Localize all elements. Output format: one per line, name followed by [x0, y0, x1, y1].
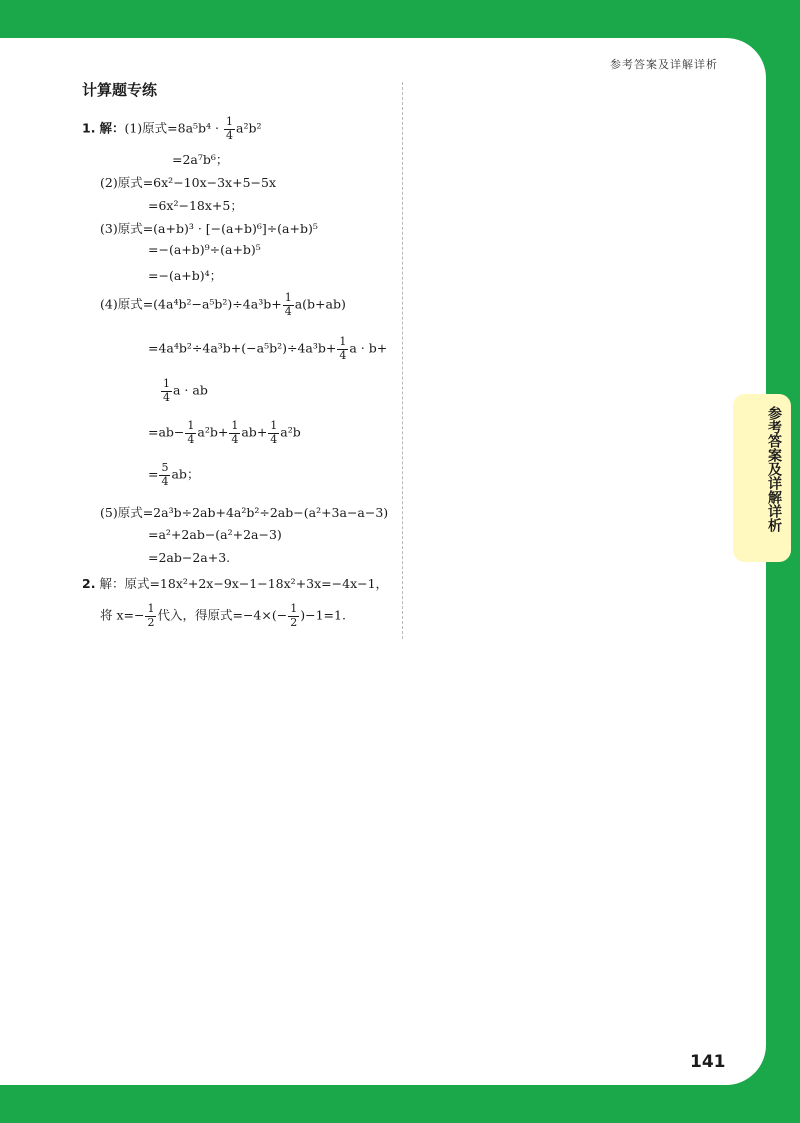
- problem-1-number: 1.: [82, 120, 96, 136]
- paper-sheet: [0, 38, 766, 1085]
- fraction-one-quarter: $\frac{1}{4}$: [226, 115, 233, 142]
- problem-2-line-1: 2. 解：原式=18x²+2x−9x−1−18x²+3x=−4x−1，: [82, 576, 389, 591]
- page-number: 141: [690, 1052, 726, 1072]
- fraction-one-quarter: $\frac{1}{4}$: [231, 419, 239, 446]
- fraction-one-quarter: $\frac{1}{4}$: [163, 377, 170, 404]
- problem-1-part-4-d: =ab− $\frac{1}{4}$ a²b+ $\frac{1}{4}$ ab+ $\frac{1}{4}$ a²b: [148, 419, 301, 446]
- problem-2-number: 2.: [82, 576, 96, 591]
- column-divider: [402, 82, 403, 639]
- fraction-one-half: $\frac{1}{2}$: [290, 602, 298, 629]
- problem-1-part-4-e: = $\frac{5}{4}$ ab；: [148, 461, 200, 488]
- problem-1-part-3-c: =−(a+b)⁴；: [148, 268, 223, 283]
- problem-1-part-1-c: =2a⁷b⁶；: [172, 152, 229, 167]
- problem-1-part-2-a: (2)原式=6x²−10x−3x+5−5x: [100, 175, 277, 190]
- problem-1-part-3-a: (3)原式=(a+b)³ · [−(a+b)⁶]÷(a+b)⁵: [100, 221, 318, 236]
- section-title: 计算题专练: [82, 81, 158, 99]
- problem-1-part-2-b: =6x²−18x+5；: [148, 198, 243, 213]
- problem-1-part-4-c: $\frac{1}{4}$ a · ab: [163, 377, 208, 404]
- side-tab: [733, 394, 791, 562]
- fraction-one-quarter: $\frac{1}{4}$: [270, 419, 278, 446]
- problem-1-part-3-b: =−(a+b)⁹÷(a+b)⁵: [148, 242, 261, 257]
- problem-1-part-5-a: (5)原式=2a³b÷2ab+4a²b²÷2ab−(a²+3a−a−3): [100, 505, 389, 520]
- fraction-one-half: $\frac{1}{2}$: [147, 602, 155, 629]
- fraction-one-quarter: $\frac{1}{4}$: [339, 335, 347, 362]
- side-tab-label: 参考答案及详解详析: [766, 406, 782, 532]
- fraction-one-quarter: $\frac{1}{4}$: [284, 291, 292, 318]
- problem-1-part-5-c: =2ab−2a+3.: [148, 550, 231, 565]
- page-header: 参考答案及详解详析: [610, 58, 718, 71]
- problem-1-part-4-b: =4a⁴b²÷4a³b+(−a⁵b²)÷4a³b+ $\frac{1}{4}$ a · b+: [148, 335, 388, 362]
- problem-1-part-5-b: =a²+2ab−(a²+2a−3): [148, 527, 282, 542]
- problem-1-part-1-a: (1)原式=8a⁵b⁴ ·: [124, 120, 220, 136]
- problem-1-line-1: [82, 116, 261, 142]
- problem-2-line-2: 将 x=− $\frac{1}{2}$ 代入，得原式=−4×(− $\frac{1}{2}$ )−1=1.: [100, 602, 346, 629]
- problem-1-part-1-b: a²b²: [236, 120, 262, 136]
- fraction-one-quarter: $\frac{1}{4}$: [187, 419, 195, 446]
- problem-1-part-4-a: (4)原式=(4a⁴b²−a⁵b²)÷4a³b+ $\frac{1}{4}$ a(b+ab): [100, 291, 346, 318]
- problem-1-label: 解：: [99, 120, 125, 136]
- fraction-five-quarters: $\frac{5}{4}$: [161, 461, 169, 488]
